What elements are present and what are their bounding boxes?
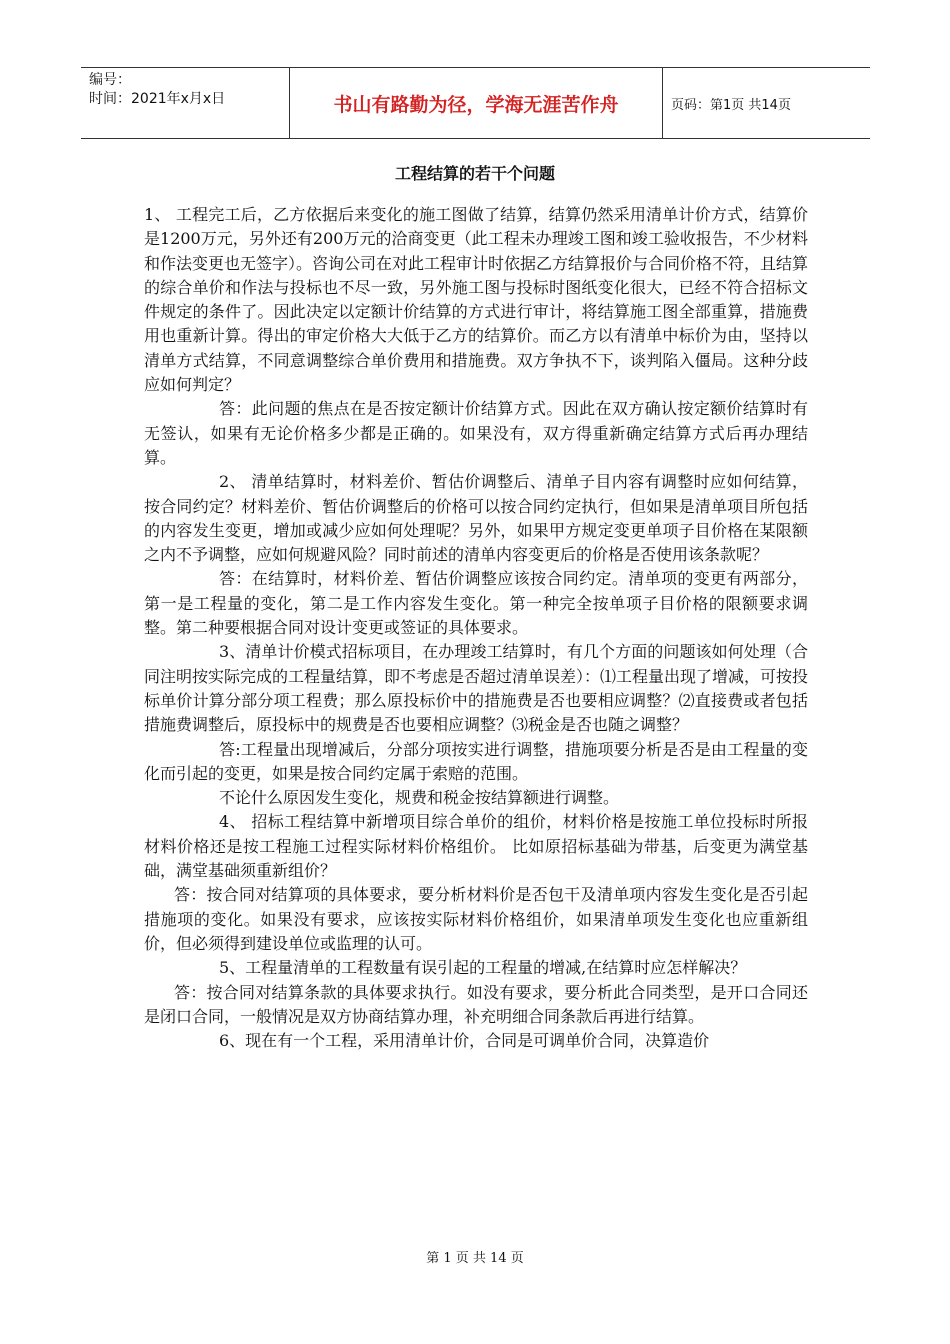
paragraph-question-6: 6、现在有一个工程，采用清单计价，合同是可调单价合同，决算造价 — [219, 1031, 710, 1051]
header-meta — [81, 68, 290, 138]
paragraph-answer-5: 答：按合同对结算条款的具体要求执行。如没有要求，要分析此合同类型，是开口合同还是闭口合同，一般情况是双方协商结算办理，补充明细合同条款后再进行结算。 — [144, 982, 808, 1026]
paragraph-answer-3-note: 不论什么原因发生变化，规费和税金按结算额进行调整。 — [219, 788, 620, 808]
document-time-label: 时间：2021年x月x日 — [89, 91, 226, 107]
document-title: 工程结算的若干个问题 — [394, 164, 555, 183]
page-header — [81, 67, 870, 139]
paragraph-question-3: 3、清单计价模式招标项目，在办理竣工结算时，有几个方面的问题该如何处理（合同注明按实际完成的工程量结算，即不考虑是否超过清单误差）：⑴工程量出现了增减，可按投标单价计算分部分项工程费；那么原投标价中的措施费是否也要相应调整？⑵直接费或者包括措施费调整后，原投标中的规费是否也要相应调整？⑶税金是否也随之调整？ — [144, 642, 809, 735]
document-number-label: 编号： — [89, 72, 131, 88]
paragraph-answer-2: 答：在结算时，材料价差、暂估价调整应该按合同约定。清单项的变更有两部分，第一是工程量的变化，第二是工作内容发生变化。第一种完全按单项子目价格的限额要求调整。第二种要根据合同对设计变更或签证的具体要求。 — [144, 569, 808, 638]
paragraph-answer-3: 答:工程量出现增减后，分部分项按实进行调整，措施项要分析是否是由工程量的变化而引起的变更，如果是按合同约定属于索赔的范围。 — [144, 739, 808, 783]
document-body — [144, 203, 808, 1053]
paragraph-question-5: 5、工程量清单的工程数量有误引起的工程量的增减,在结算时应怎样解决？ — [219, 958, 747, 978]
header-page-info: 页码：第1页 共14页 — [671, 97, 791, 113]
paragraph-question-1: 1、 工程完工后，乙方依据后来变化的施工图做了结算，结算仍然采用清单计价方式，结算价是1200万元，另外还有200万元的洽商变更（此工程未办理竣工图和竣工验收报告，不少材料和作法变更也无签字）。咨询公司在对此工程审计时依据乙方结算报价与合同价格不符，且结算的综合单价和作法与投标也不尽一致，另外施工图与投标时图纸变化很大，已经不符合招标文件规定的条件了。因此决定以定额计价结算的方式进行审计，将结算施工图全部重算，措施费用也重新计算。得出的审定价格大大低于乙方的结算价。而乙方以有清单中标价为由，坚持以清单方式结算，不同意调整综合单价费用和措施费。双方争执不下，谈判陷入僵局。这种分歧应如何判定？ — [144, 205, 809, 395]
paragraph-question-2: 2、 清单结算时，材料差价、暂估价调整后、清单子目内容有调整时应如何结算，按合同约定？材料差价、暂估价调整后的价格可以按合同约定执行，但如果是清单项目所包括的内容发生变更，增加或减少应如何处理呢？另外，如果甲方规定变更单项子目价格在某限额之内不予调整，应如何规避风险？同时前述的清单内容变更后的价格是否使用该条款呢？ — [144, 472, 808, 565]
paragraph-question-4: 4、 招标工程结算中新增项目综合单价的组价，材料价格是按施工单位投标时所报材料价格还是按工程施工过程实际材料价格组价。 比如原招标基础为带基，后变更为满堂基础，满堂基础须重新组价？ — [144, 812, 808, 881]
paragraph-answer-1: 答：此问题的焦点在是否按定额计价结算方式。因此在双方确认按定额价结算时有无签认，如果有无论价格多少都是正确的。如果没有，双方得重新确定结算方式后再办理结算。 — [144, 399, 808, 467]
page-footer: 第 1 页 共 14 页 — [426, 1251, 524, 1266]
header-motto: 书山有路勤为径，学海无涯苦作舟 — [290, 68, 663, 138]
paragraph-answer-4: 答：按合同对结算项的具体要求，要分析材料价是否包干及清单项内容发生变化是否引起措施项的变化。如果没有要求，应该按实际材料价格组价，如果清单项发生变化也应重新组价，但必须得到建设单位或监理的认可。 — [144, 885, 808, 953]
